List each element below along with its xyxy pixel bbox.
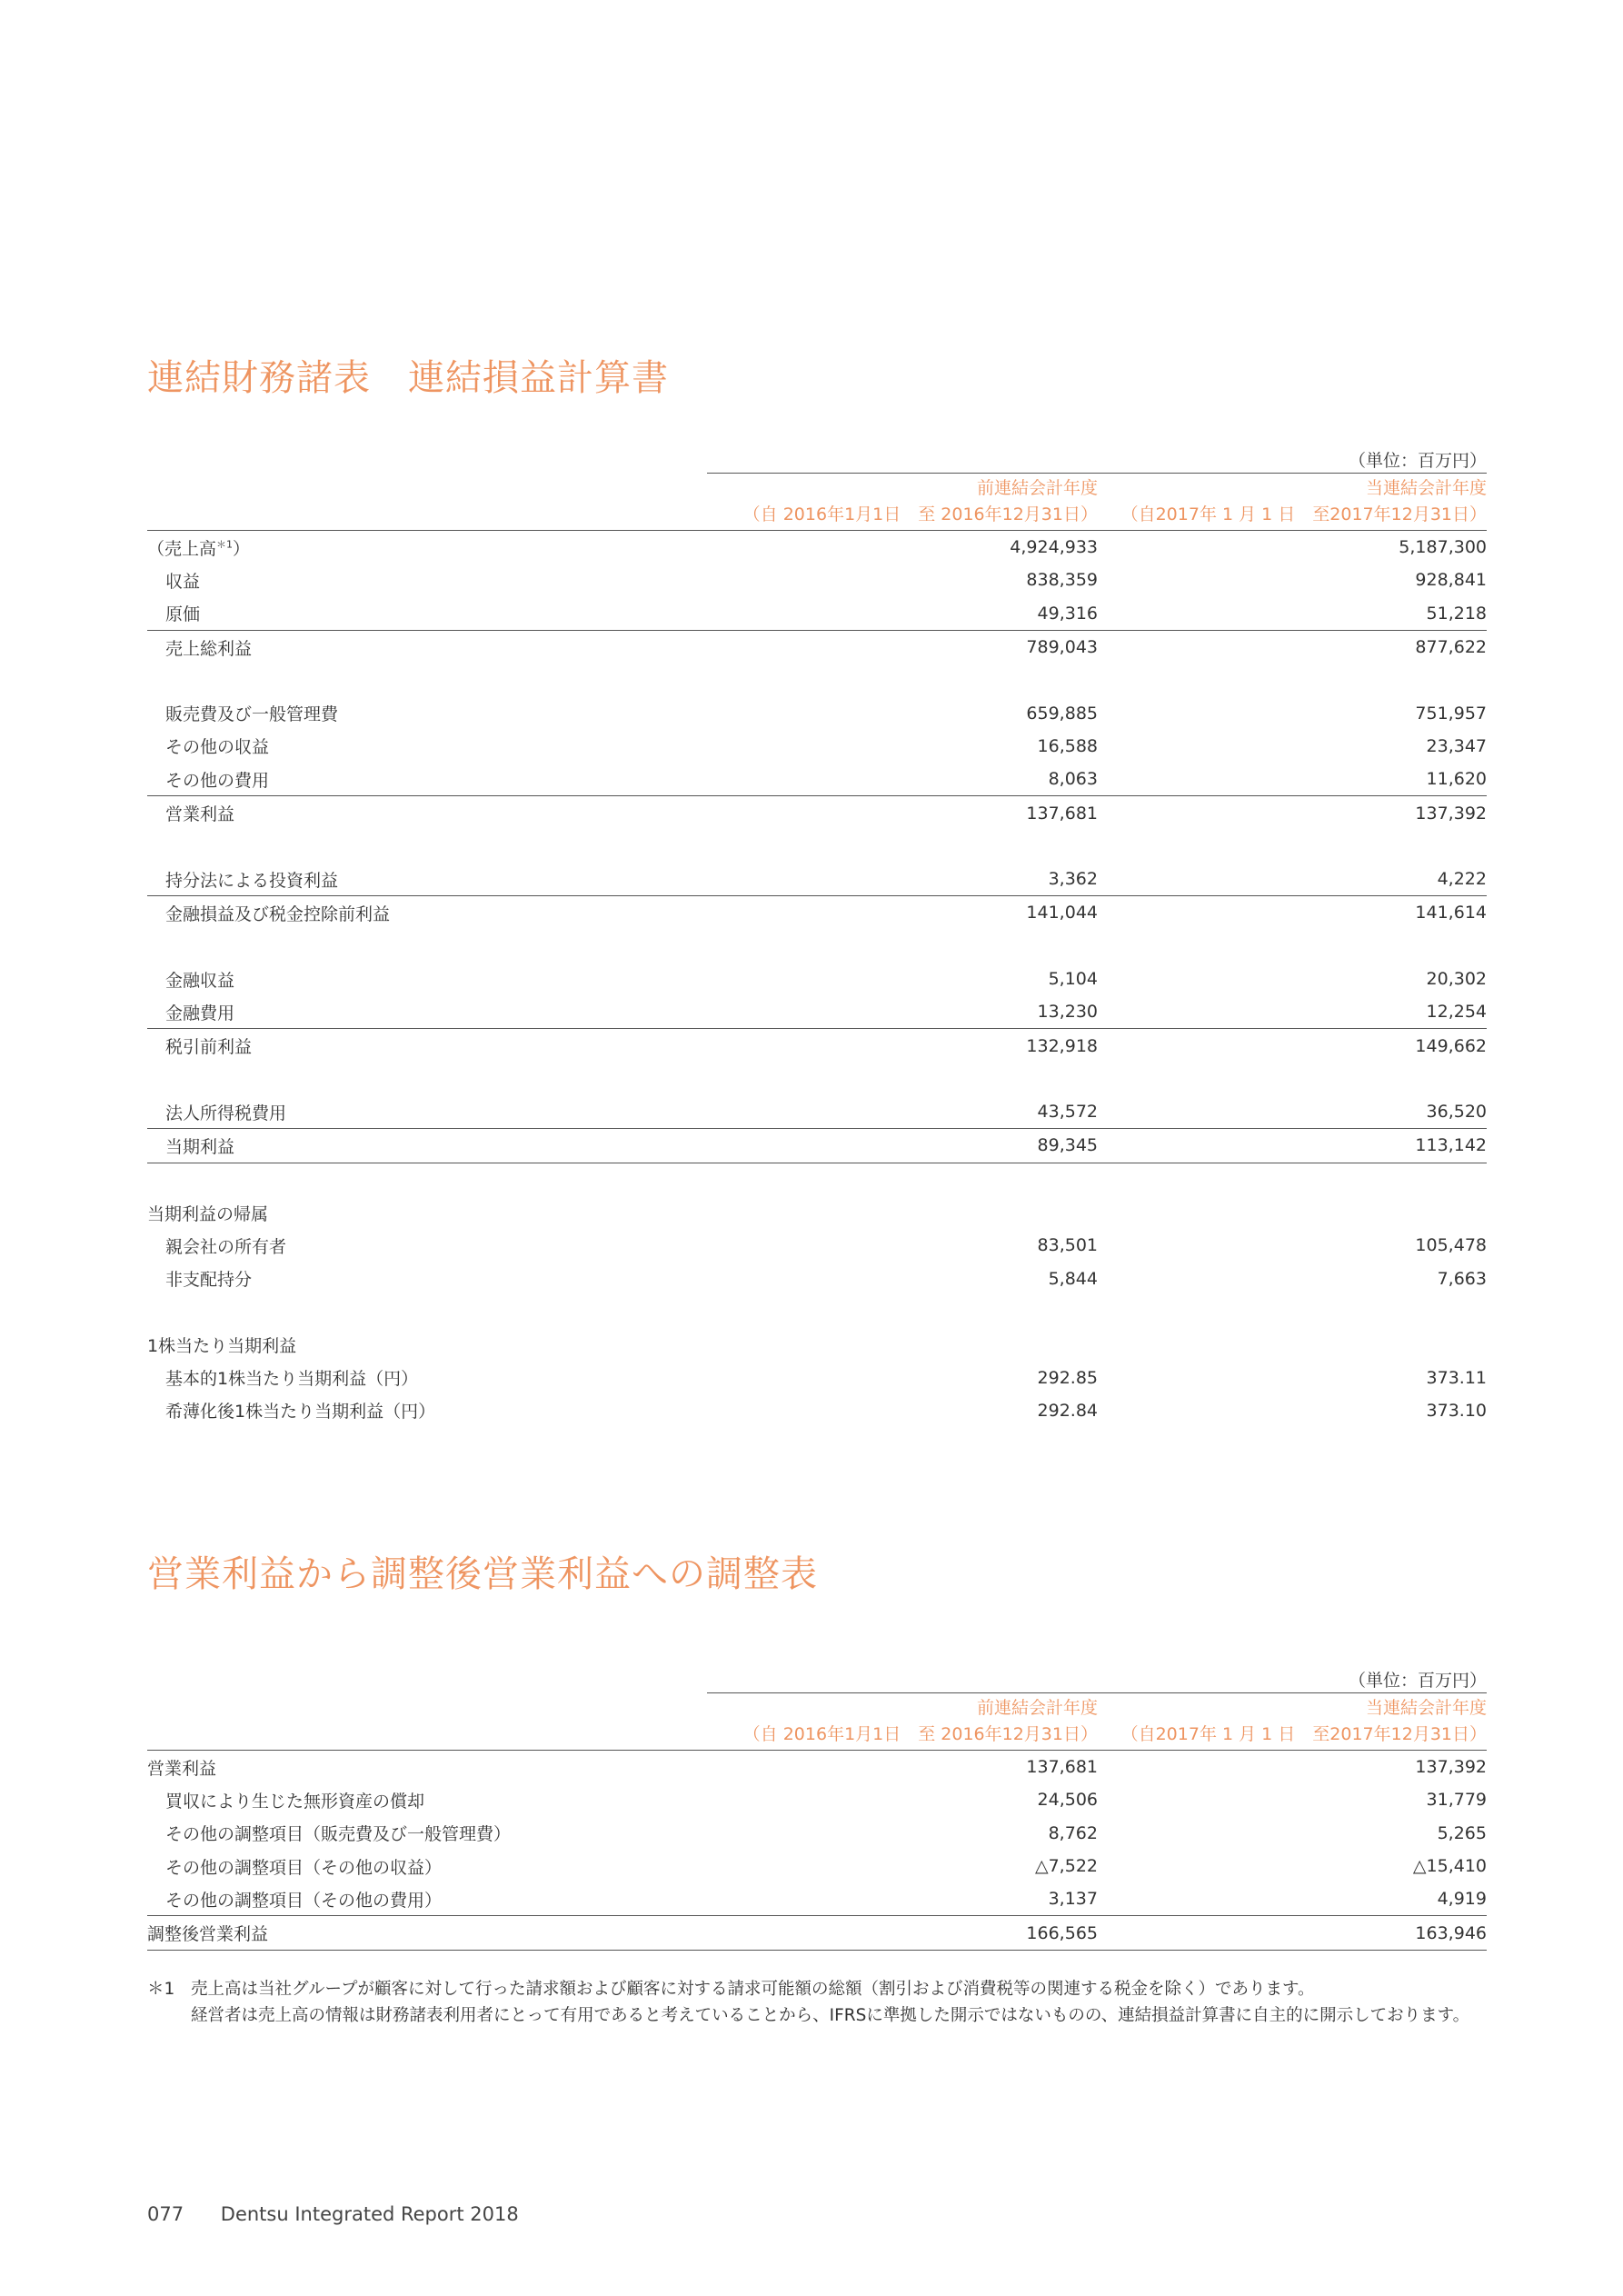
- table-row: [147, 1850, 1487, 1882]
- row-label: 売上総利益: [165, 638, 253, 659]
- table-row: [147, 896, 1487, 930]
- row-label: その他の費用: [147, 763, 707, 796]
- row-curr-value: 105,478: [1415, 1235, 1487, 1256]
- row-curr-value: 5,187,300: [1399, 537, 1487, 558]
- table-row: [147, 963, 1487, 995]
- row-curr-value: 4,222: [1098, 863, 1487, 896]
- row-label: 親会社の所有者: [165, 1236, 287, 1257]
- table-row: [147, 531, 1487, 564]
- row-label: 法人所得税費用: [147, 1095, 707, 1129]
- row-label: その他の調整項目（その他の収益）: [165, 1857, 443, 1878]
- row-curr-value: 20,302: [1426, 969, 1487, 989]
- row-curr-value: 137,392: [1415, 1757, 1487, 1778]
- row-curr-value: 928,841: [1415, 570, 1487, 591]
- row-curr-value: 12,254: [1098, 995, 1487, 1029]
- row-curr-value: 751,957: [1415, 703, 1487, 724]
- row-label: 営業利益: [165, 804, 235, 825]
- page-footer: [147, 2203, 519, 2225]
- row-label: 原価: [147, 597, 707, 631]
- table-row: [147, 1095, 1487, 1129]
- table-row: [147, 763, 1487, 796]
- row-prev-value: 13,230: [707, 995, 1098, 1029]
- pl-col-curr-title: 当連結会計年度: [1365, 478, 1487, 498]
- table-row: [147, 1328, 1487, 1361]
- adj-col-prev-title: 前連結会計年度: [976, 1698, 1098, 1718]
- page-number: 077: [147, 2203, 184, 2225]
- row-label: 金融損益及び税金控除前利益: [165, 903, 391, 924]
- row-prev-value: △7,522: [1034, 1856, 1098, 1877]
- row-prev-value: 132,918: [1026, 1035, 1098, 1056]
- row-label: 販売費及び一般管理費: [165, 704, 339, 725]
- footnote-line-1: 売上高は当社グループが顧客に対して行った請求額および顧客に対する請求可能額の総額（割引および消費税等の関連する税金を除く）であります。: [191, 1980, 1315, 1999]
- table-row: [147, 1263, 1487, 1295]
- row-label: 金融収益: [165, 970, 235, 991]
- row-label: 税引前利益: [165, 1037, 253, 1058]
- row-label: （売上高$^{*1}$）: [147, 538, 251, 559]
- row-label: 基本的1株当たり当期利益（円）: [165, 1369, 419, 1390]
- table-row: [147, 995, 1487, 1029]
- row-prev-value: 292.85: [1037, 1367, 1098, 1388]
- footnote: [147, 1976, 1469, 2029]
- table-row: [147, 1029, 1487, 1063]
- table-row: [147, 1751, 1487, 1784]
- table-row: [147, 564, 1487, 596]
- row-label: 金融費用: [147, 995, 707, 1029]
- row-label: 希薄化後1株当たり当期利益（円）: [165, 1402, 436, 1423]
- row-label: 当期利益の帰属: [147, 1203, 269, 1224]
- row-curr-value: 31,779: [1426, 1790, 1487, 1811]
- pl-section-title: 連結財務諸表 連結損益計算書: [147, 357, 669, 399]
- table-row: [147, 1817, 1487, 1850]
- row-label: 調整後営業利益: [147, 1916, 707, 1950]
- table-row: [147, 696, 1487, 729]
- adj-section-title: 営業利益から調整後営業利益への調整表: [147, 1553, 818, 1595]
- footnote-mark: ＊1: [147, 1980, 175, 1999]
- row-label: その他の収益: [165, 737, 270, 758]
- adj-col-curr-title: 当連結会計年度: [1365, 1698, 1487, 1718]
- row-prev-value: 4,924,933: [1010, 537, 1098, 558]
- row-prev-value: 3,362: [707, 863, 1098, 896]
- row-curr-value: 163,946: [1098, 1916, 1487, 1950]
- row-label: その他の調整項目（その他の費用）: [147, 1882, 707, 1916]
- row-curr-value: 137,392: [1415, 803, 1487, 824]
- row-prev-value: 838,359: [1026, 570, 1098, 591]
- row-prev-value: 49,316: [707, 597, 1098, 631]
- row-prev-value: 137,681: [1026, 1757, 1098, 1778]
- row-label: その他の調整項目（販売費及び一般管理費）: [165, 1824, 512, 1845]
- table-row: [147, 630, 1487, 664]
- table-row: [147, 1394, 1487, 1427]
- row-curr-value: △15,410: [1412, 1856, 1487, 1877]
- row-prev-value: 166,565: [707, 1916, 1098, 1950]
- adj-unit-label: （単位：百万円）: [1348, 1671, 1487, 1691]
- row-label: 1株当たり当期利益: [147, 1335, 297, 1356]
- row-prev-value: 137,681: [1026, 803, 1098, 824]
- adj-col-prev-period: （自 2016年1月1日 至 2016年12月31日）: [742, 1724, 1098, 1744]
- row-label: 買収により生じた無形資産の償却: [165, 1791, 425, 1812]
- row-label: 収益: [165, 571, 201, 592]
- table-row: [147, 1229, 1487, 1262]
- row-curr-value: 23,347: [1426, 735, 1487, 756]
- row-curr-value: 11,620: [1098, 763, 1487, 796]
- row-curr-value: 373.11: [1426, 1367, 1487, 1388]
- row-prev-value: 89,345: [707, 1129, 1098, 1163]
- table-row: [147, 730, 1487, 763]
- row-curr-value: 149,662: [1415, 1035, 1487, 1056]
- table-row: [147, 1783, 1487, 1816]
- row-curr-value: 141,614: [1415, 903, 1487, 923]
- row-prev-value: 659,885: [1026, 703, 1098, 724]
- row-curr-value: 5,265: [1437, 1822, 1487, 1843]
- row-label: 非支配持分: [165, 1270, 253, 1291]
- row-prev-value: 141,044: [1026, 903, 1098, 923]
- adjustment-table: [147, 1692, 1487, 1951]
- adj-col-curr-period: （自2017年 1 月 1 日 至2017年12月31日）: [1120, 1724, 1487, 1744]
- row-prev-value: 5,104: [1048, 969, 1098, 989]
- pl-col-prev-title: 前連結会計年度: [976, 478, 1098, 498]
- table-row: [147, 597, 1487, 631]
- row-curr-value: 36,520: [1098, 1095, 1487, 1129]
- row-prev-value: 16,588: [1037, 735, 1098, 756]
- row-curr-value: 113,142: [1098, 1129, 1487, 1163]
- table-row: [147, 1916, 1487, 1950]
- row-curr-value: 4,919: [1098, 1882, 1487, 1916]
- row-prev-value: 8,762: [1048, 1822, 1098, 1843]
- row-label: 営業利益: [147, 1758, 217, 1779]
- pl-col-prev-period: （自 2016年1月1日 至 2016年12月31日）: [742, 504, 1098, 524]
- income-statement-table: [147, 473, 1487, 1427]
- table-row: [147, 1196, 1487, 1229]
- row-prev-value: 3,137: [707, 1882, 1098, 1916]
- table-row: [147, 1361, 1487, 1393]
- row-curr-value: 373.10: [1426, 1400, 1487, 1421]
- row-prev-value: 43,572: [707, 1095, 1098, 1129]
- report-name: Dentsu Integrated Report 2018: [220, 2203, 519, 2225]
- table-row: [147, 1129, 1487, 1163]
- row-curr-value: 51,218: [1098, 597, 1487, 631]
- pl-unit-label: （単位：百万円）: [1348, 451, 1487, 471]
- row-prev-value: 5,844: [1048, 1268, 1098, 1289]
- row-prev-value: 8,063: [707, 763, 1098, 796]
- row-curr-value: 7,663: [1437, 1268, 1487, 1289]
- row-curr-value: 877,622: [1415, 637, 1487, 658]
- pl-col-curr-period: （自2017年 1 月 1 日 至2017年12月31日）: [1120, 504, 1487, 524]
- row-label: 持分法による投資利益: [147, 863, 707, 896]
- row-label: 当期利益: [147, 1129, 707, 1163]
- footnote-line-2: 経営者は売上高の情報は財務諸表利用者にとって有用であると考えていることから、IFRSに準拠した開示ではないものの、連結損益計算書に自主的に開示しております。: [191, 2006, 1470, 2025]
- row-prev-value: 83,501: [1037, 1235, 1098, 1256]
- row-prev-value: 789,043: [1026, 637, 1098, 658]
- row-prev-value: 24,506: [1037, 1790, 1098, 1811]
- table-row: [147, 796, 1487, 830]
- row-prev-value: 292.84: [1037, 1400, 1098, 1421]
- table-row: [147, 1882, 1487, 1916]
- table-row: [147, 863, 1487, 896]
